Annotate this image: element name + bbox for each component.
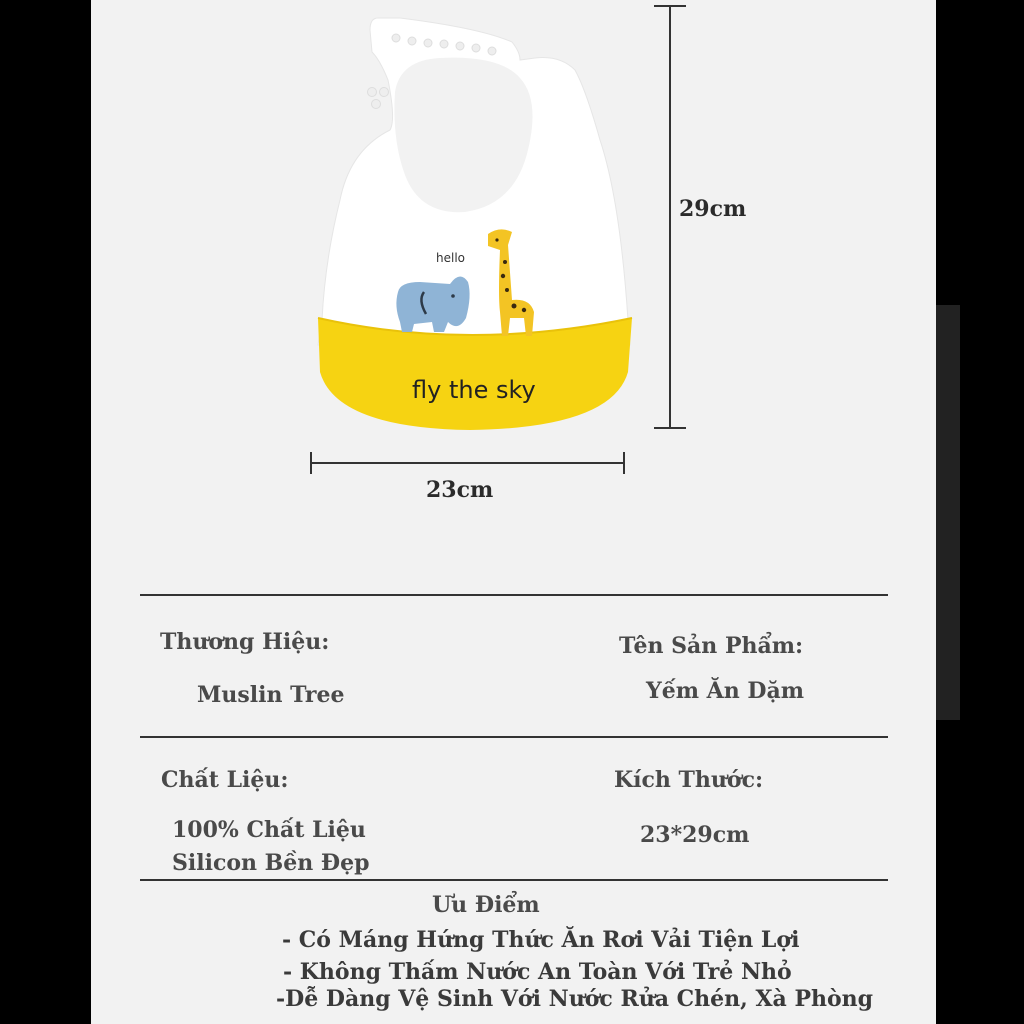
brand-value: Muslin Tree xyxy=(197,682,345,708)
divider-middle xyxy=(140,736,888,738)
advantages-title: Ưu Điểm xyxy=(432,892,540,918)
material-value-line1: 100% Chất Liệu xyxy=(172,817,366,843)
advantage-item-3: -Dễ Dàng Vệ Sinh Với Nước Rửa Chén, Xà Phòng xyxy=(276,986,874,1012)
width-dimension-label: 23cm xyxy=(426,477,494,503)
material-label: Chất Liệu: xyxy=(161,767,289,793)
advantage-item-2: - Không Thấm Nước An Toàn Với Trẻ Nhỏ xyxy=(283,959,792,985)
size-value: 23*29cm xyxy=(640,822,750,848)
divider-bottom xyxy=(140,879,888,881)
material-value-line2: Silicon Bền Đẹp xyxy=(172,850,370,876)
height-dimension-label: 29cm xyxy=(679,196,747,222)
width-measure-line xyxy=(311,452,624,474)
brand-label: Thương Hiệu: xyxy=(160,629,330,655)
product-name-value: Yếm Ăn Dặm xyxy=(646,678,804,704)
greeting-text: hello xyxy=(436,251,465,265)
size-label: Kích Thước: xyxy=(614,767,764,793)
elephant-illustration xyxy=(396,276,469,332)
divider-top xyxy=(140,594,888,596)
advantage-item-1: - Có Máng Hứng Thức Ăn Rơi Vải Tiện Lợi xyxy=(282,927,800,953)
bib-slogan: fly the sky xyxy=(412,376,536,404)
product-name-label: Tên Sản Phẩm: xyxy=(619,633,804,659)
silicone-bib xyxy=(318,18,632,430)
